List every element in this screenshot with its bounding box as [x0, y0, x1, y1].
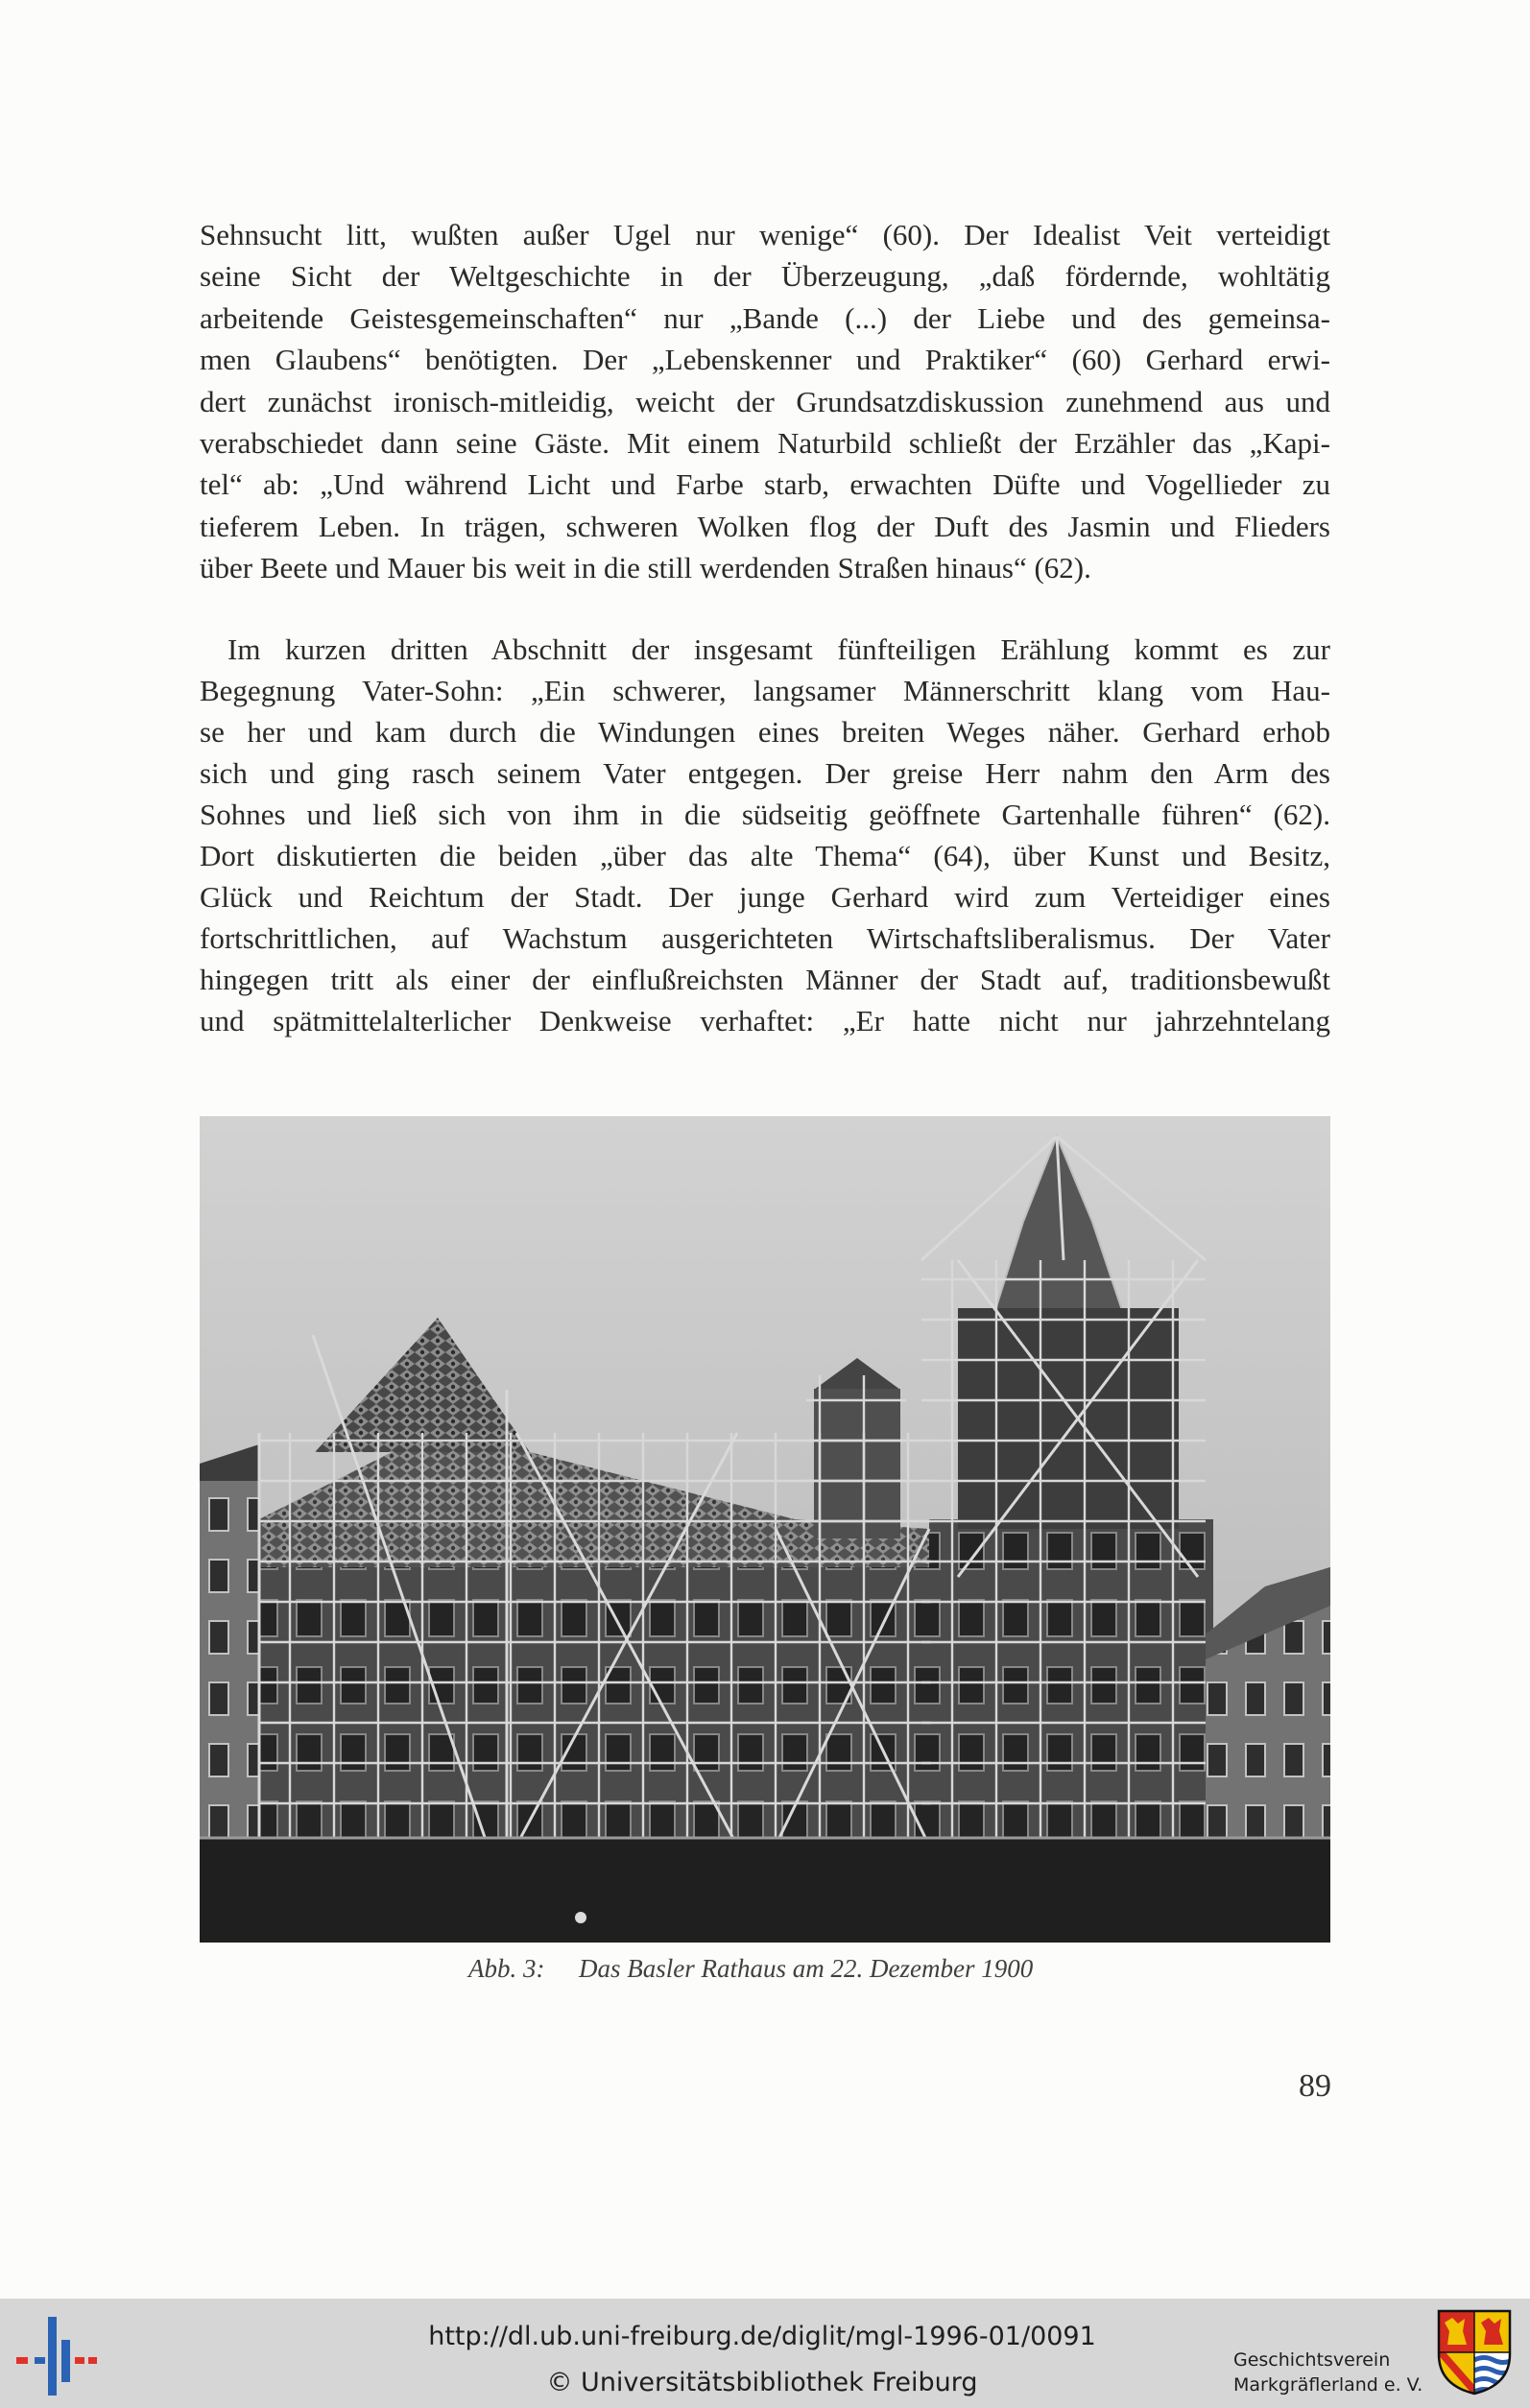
body-line: Dort diskutierten die beiden „über das alte Thema“ (64), über Kunst und Besitz, — [200, 839, 1330, 873]
figure-caption — [468, 1951, 1033, 1986]
body-line: tel“ ab: „Und während Licht und Farbe starb, erwachten Düfte und Vogellieder zu — [200, 467, 1330, 502]
body-line: und spätmittelalterlicher Denkweise verhaftet: „Er hatte nicht nur jahrzehntelang — [200, 1004, 1330, 1038]
body-line: hingegen tritt als einer der einflußreichsten Männer der Stadt auf, traditionsbewußt — [200, 963, 1330, 997]
body-line: Begegnung Vater-Sohn: „Ein schwerer, langsamer Männerschritt klang vom Hau- — [200, 674, 1330, 708]
society-name-line-1: Geschichtsverein — [1233, 2349, 1391, 2371]
page-number: 89 — [1299, 2068, 1331, 2104]
body-line: Sohnes und ließ sich von ihm in die südseitig geöffnete Gartenhalle führen“ (62). — [200, 798, 1330, 832]
ub-freiburg-logo-icon — [16, 2315, 97, 2397]
coat-of-arms-icon — [1436, 2308, 1513, 2396]
figure-caption-text: Das Basler Rathaus am 22. Dezember 1900 — [579, 1954, 1034, 1983]
society-name-line-2: Markgräflerland e. V. — [1233, 2374, 1423, 2396]
body-line: arbeitende Geistesgemeinschaften“ nur „Bande (...) der Liebe und des gemeinsa- — [200, 300, 1330, 335]
society-name — [1233, 2348, 1422, 2397]
footer-copyright: © Universitätsbibliothek Freiburg — [546, 2368, 978, 2397]
footer-bar — [0, 2299, 1530, 2408]
photo-left-houses — [200, 1444, 259, 1865]
paragraph-1 — [200, 214, 1330, 589]
paragraph-2 — [200, 629, 1330, 1041]
body-line: se her und kam durch die Windungen eines breiten Weges näher. Gerhard erhob — [200, 715, 1330, 750]
rathaus-photo — [200, 1116, 1330, 1943]
body-line: sich und ging rasch seinem Vater entgegen. Der greise Herr nahm den Arm des — [200, 756, 1330, 791]
body-line: über Beete und Mauer bis weit in die still werdenden Straßen hinaus“ (62). — [200, 551, 1091, 585]
body-line: Glück und Reichtum der Stadt. Der junge Gerhard wird zum Verteidiger eines — [200, 880, 1330, 915]
body-line: verabschiedet dann seine Gäste. Mit einem Naturbild schließt der Erzähler das „Kapi- — [200, 425, 1330, 460]
body-line: seine Sicht der Weltgeschichte in der Überzeugung, „daß fördernde, wohltätig — [200, 259, 1330, 294]
body-line: Im kurzen dritten Abschnitt der insgesamt fünfteiligen Erählung kommt es zur — [227, 632, 1330, 666]
body-line: fortschrittlichen, auf Wachstum ausgerichteten Wirtschaftsliberalismus. Der Vater — [200, 921, 1330, 956]
body-line: tieferem Leben. In trägen, schweren Wolken flog der Duft des Jasmin und Flieders — [200, 509, 1330, 543]
body-line: dert zunächst ironisch-mitleidig, weicht der Grundsatzdiskussion zunehmend aus und — [200, 384, 1330, 418]
photo-street — [200, 1838, 1330, 1943]
body-line: Sehnsucht litt, wußten außer Ugel nur wenige“ (60). Der Idealist Veit verteidigt — [200, 218, 1330, 251]
body-line: men Glaubens“ benötigten. Der „Lebenskenner und Praktiker“ (60) Gerhard erwi- — [200, 343, 1330, 377]
footer-url: http://dl.ub.uni-freiburg.de/diglit/mgl-1996-01/0091 — [428, 2322, 1096, 2351]
figure-label: Abb. 3: — [468, 1954, 545, 1983]
